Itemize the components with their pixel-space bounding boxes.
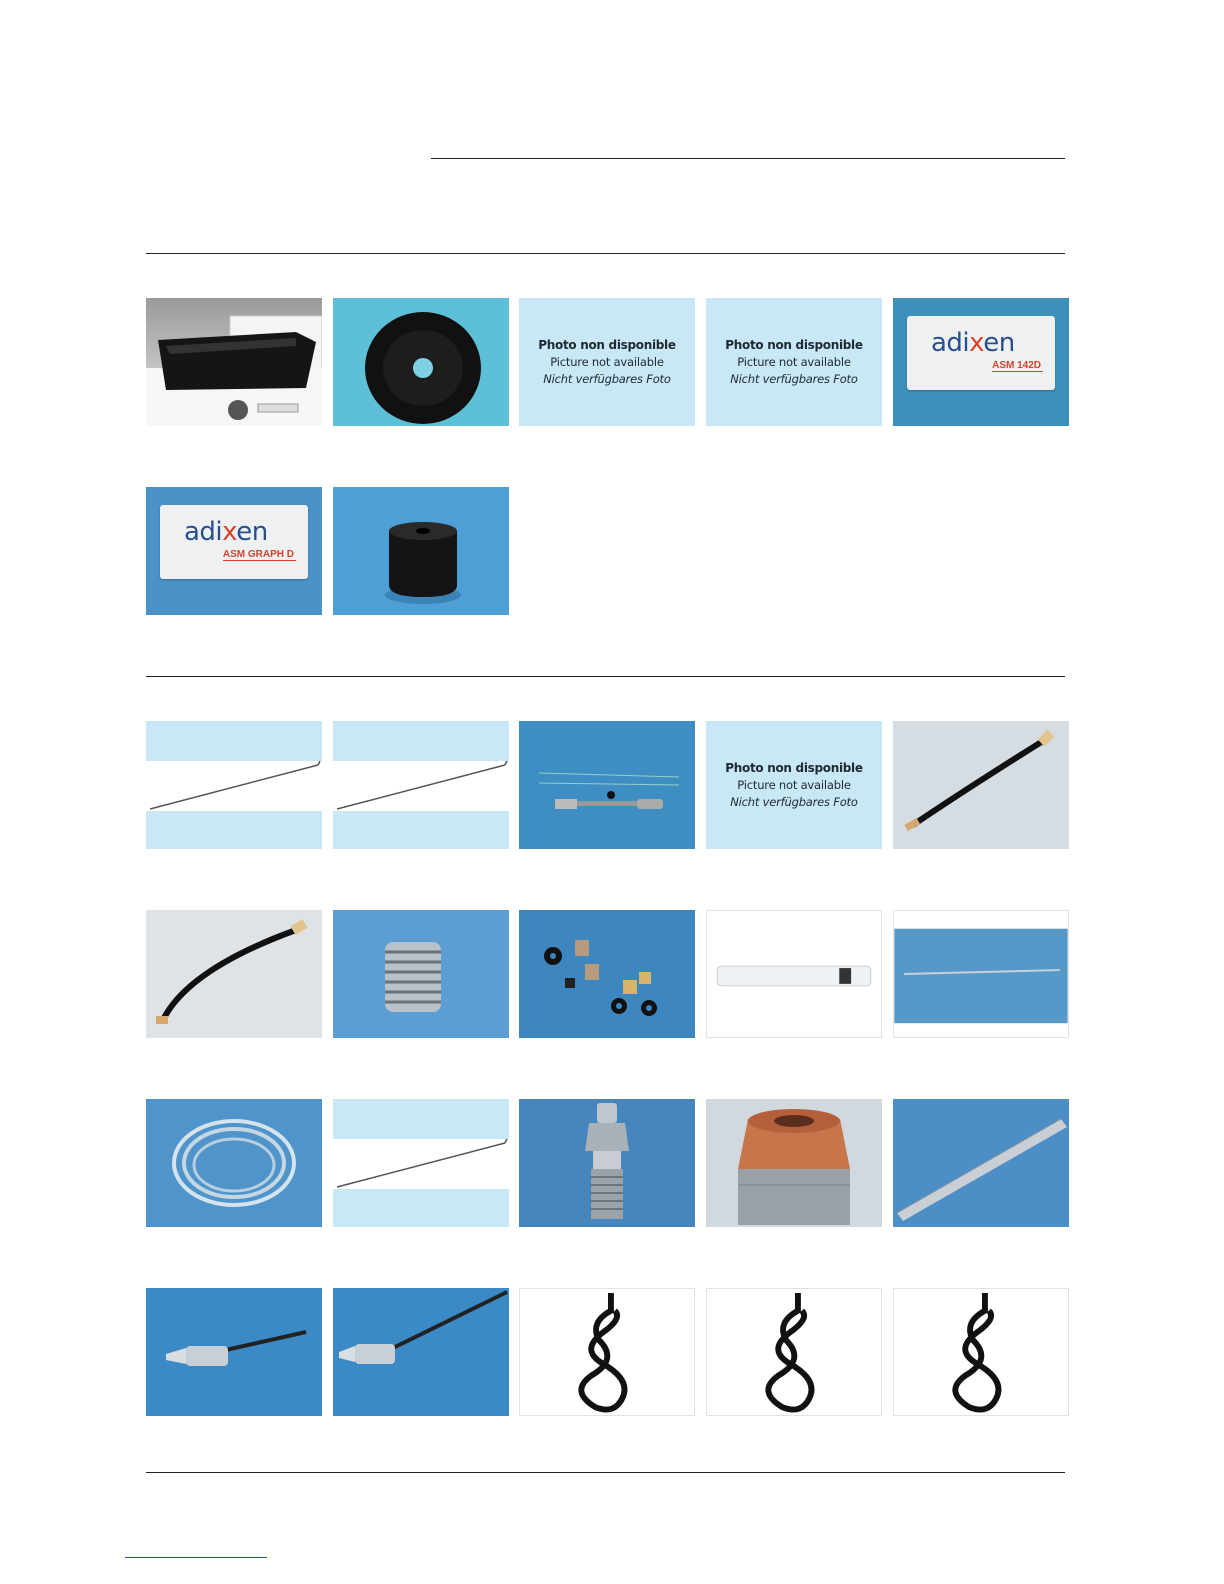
photo-flex-hose [893, 721, 1069, 849]
placeholder-line-en: Picture not available [737, 778, 851, 792]
placeholder-line-fr: Photo non disponible [725, 338, 863, 352]
photo-probe-needle [146, 721, 322, 849]
photo-label-asm-graph-d [146, 487, 322, 615]
photo-rubber-disc [333, 298, 509, 426]
photo-nozzle-kit [519, 721, 695, 849]
photo-rod [893, 1099, 1069, 1227]
section-rule-3 [146, 1472, 1065, 1473]
photo-clear-tubing [146, 1099, 322, 1227]
placeholder-line-fr: Photo non disponible [538, 338, 676, 352]
photo-coil-cable [519, 1288, 695, 1416]
placeholder-line-de: Nicht verfügbares Foto [730, 372, 858, 386]
photo-rubber-foot [333, 487, 509, 615]
photo-tray [146, 298, 322, 426]
photo-coil-cable [706, 1288, 882, 1416]
placeholder-line-en: Picture not available [737, 355, 851, 369]
photo-copper-nut [706, 1099, 882, 1227]
photo-glass-tube [706, 910, 882, 1038]
photo-fitting [519, 1099, 695, 1227]
photo-placeholder [519, 298, 695, 426]
photo-placeholder [706, 721, 882, 849]
photo-probe-needle [333, 1099, 509, 1227]
header-rule [431, 158, 1065, 159]
placeholder-line-de: Nicht verfügbares Foto [730, 795, 858, 809]
photo-coil-cable [893, 1288, 1069, 1416]
product-label-plate [160, 505, 308, 579]
photo-probe-needle [333, 721, 509, 849]
footer-link-underline[interactable] [125, 1557, 267, 1558]
placeholder-line-en: Picture not available [550, 355, 664, 369]
model-label: ASM GRAPH D [222, 549, 294, 560]
photo-label-asm-142d [893, 298, 1069, 426]
photo-flex-hose [146, 910, 322, 1038]
photo-seal-kit [519, 910, 695, 1038]
brand-logo: adixen [184, 517, 268, 547]
model-label: ASM 142D [992, 360, 1041, 371]
placeholder-line-de: Nicht verfügbares Foto [543, 372, 671, 386]
section-rule-2 [146, 676, 1065, 677]
photo-sniffer-probe [146, 1288, 322, 1416]
placeholder-line-fr: Photo non disponible [725, 761, 863, 775]
brand-logo: adixen [931, 328, 1015, 358]
photo-thin-needle [893, 910, 1069, 1038]
photo-placeholder [706, 298, 882, 426]
photo-thread-insert [333, 910, 509, 1038]
section-rule-1 [146, 253, 1065, 254]
photo-sniffer-probe [333, 1288, 509, 1416]
product-label-plate [907, 316, 1055, 390]
